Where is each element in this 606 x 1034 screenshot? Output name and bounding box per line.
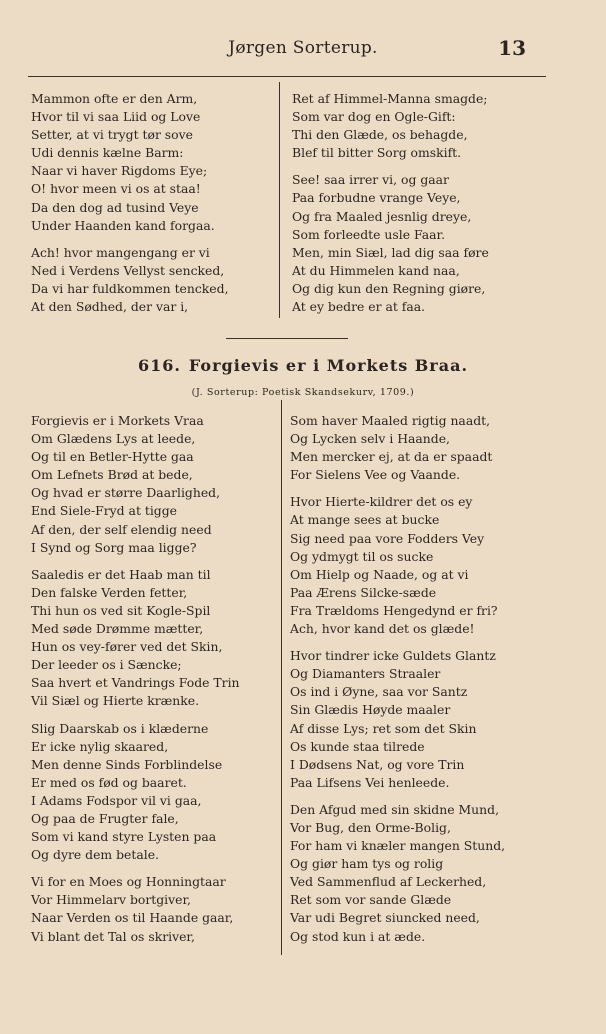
verse-line: Fra Trældoms Hengedynd er fri? [290, 602, 498, 618]
verse-line: Vil Siæl og Hierte krænke. [31, 693, 200, 709]
verse-line: Som forleedte usle Faar. [292, 226, 446, 242]
verse-line: Os kunde staa tilrede [290, 738, 425, 754]
verse-line: Af den, der self elendig need [31, 521, 212, 537]
verse-line: Vor Bug, den Orme-Bolig, [290, 819, 451, 835]
verse-line: Thi hun os ved sit Kogle-Spil [31, 602, 211, 618]
verse-line: Hvor til vi saa Liid og Love [31, 109, 201, 125]
top-left-column [31, 90, 229, 325]
verse-line: At du Himmelen kand naa, [292, 262, 460, 278]
verse-line: Den Afgud med sin skidne Mund, [290, 801, 500, 817]
verse-line: Og dig kun den Regning giøre, [292, 280, 486, 296]
song-heading [0, 356, 606, 375]
song-left-column [31, 412, 240, 955]
verse-line: Vi blant det Tal os skriver, [31, 928, 195, 944]
stanza [31, 720, 240, 865]
verse-line: Som var dog en Ogle-Gift: [292, 109, 456, 125]
verse-line: Og hvad er større Daarlighed, [31, 485, 221, 501]
top-column-divider [279, 82, 280, 318]
verse-line: Setter, at vi trygt tør sove [31, 127, 193, 143]
stanza [31, 244, 229, 316]
verse-line: Under Haanden kand forgaa. [31, 217, 215, 233]
verse-line: Ach, hvor kand det os glæde! [290, 621, 475, 637]
verse-line: I Synd og Sorg maa ligge? [31, 539, 197, 555]
stanza [292, 90, 489, 162]
stanza [290, 801, 505, 946]
verse-line: Der leeder os i Sæncke; [31, 657, 182, 673]
verse-line: Thi den Glæde, os behagde, [292, 127, 468, 143]
verse-line: Os ind i Øyne, saa vor Santz [290, 684, 468, 700]
verse-line: Om Glædens Lys at leede, [31, 431, 196, 447]
verse-line: Vor Himmelarv bortgiver, [31, 892, 191, 908]
stanza [290, 493, 505, 638]
song-right-column [290, 412, 505, 955]
verse-line: Paa Ærens Silcke-sæde [290, 584, 437, 600]
verse-line: Saaledis er det Haab man til [31, 566, 211, 582]
stanza [290, 412, 505, 484]
song-column-divider [281, 400, 282, 955]
running-header-title: Jørgen Sorterup. [228, 38, 378, 58]
verse-line: Og ydmygt til os sucke [290, 548, 434, 564]
verse-line: Var udi Begret siuncked need, [290, 910, 480, 926]
verse-line: For ham vi knæler mangen Stund, [290, 838, 506, 854]
header-rule [28, 76, 546, 77]
stanza [31, 90, 229, 235]
verse-line: Hvor tindrer icke Guldets Glantz [290, 648, 496, 664]
verse-line: Som vi kand styre Lysten paa [31, 829, 217, 845]
verse-line: Forgievis er i Morkets Vraa [31, 413, 204, 428]
verse-line: Udi dennis kælne Barm: [31, 145, 184, 161]
verse-line: Og stod kun i at æde. [290, 928, 426, 944]
stanza [292, 171, 489, 316]
stanza [31, 873, 240, 945]
verse-line: Ach! hvor mangengang er vi [31, 244, 210, 260]
stanza [290, 647, 505, 792]
verse-line: Som haver Maaled rigtig naadt, [290, 413, 491, 428]
verse-line: O! hvor meen vi os at staa! [31, 181, 201, 197]
verse-line: Og giør ham tys og rolig [290, 856, 444, 872]
verse-line: Sig need paa vore Fodders Vey [290, 530, 485, 546]
verse-line: Sin Glædis Høyde maaler [290, 702, 451, 718]
verse-line: Ret af Himmel-Manna smagde; [292, 91, 488, 106]
verse-line: Og dyre dem betale. [31, 847, 159, 863]
verse-line: Paa forbudne vrange Veye, [292, 190, 461, 206]
verse-line: Saa hvert et Vandrings Fode Trin [31, 675, 240, 691]
verse-line: Af disse Lys; ret som det Skin [290, 720, 477, 736]
verse-line: Hvor Hierte-kildrer det os ey [290, 494, 473, 510]
verse-line: Naar Verden os til Haande gaar, [31, 910, 234, 926]
verse-line: Ret som vor sande Glæde [290, 892, 452, 908]
verse-line: For Sielens Vee og Vaande. [290, 467, 461, 483]
stanza [31, 412, 240, 557]
song-title: Forgievis er i Morkets Braa. [188, 356, 469, 375]
stanza [31, 566, 240, 711]
verse-line: Naar vi haver Rigdoms Eye; [31, 163, 208, 179]
verse-line: I Dødsens Nat, og vore Trin [290, 756, 465, 772]
verse-line: Og Lycken selv i Haande, [290, 431, 450, 447]
top-right-column [292, 90, 489, 325]
verse-line: End Siele-Fryd at tigge [31, 503, 177, 519]
verse-line: Paa Lifsens Vei henleede. [290, 774, 450, 790]
verse-line: At den Sødhed, der var i, [31, 299, 189, 315]
verse-line: Men denne Sinds Forblindelse [31, 756, 223, 772]
verse-line: Er med os fød og baaret. [31, 774, 187, 790]
verse-line: Og Diamanters Straaler [290, 666, 441, 682]
verse-line: Slig Daarskab os i klæderne [31, 720, 209, 736]
verse-line: At ey bedre er at faa. [292, 299, 426, 315]
verse-line: Om Hielp og Naade, og at vi [290, 566, 469, 582]
verse-line: Men mercker ej, at da er spaadt [290, 449, 493, 465]
song-source-note: (J. Sorterup: Poetisk Skandsekurv, 1709.) [191, 387, 415, 398]
verse-line: See! saa irrer vi, og gaar [292, 172, 449, 188]
verse-line: Ved Sammenflud af Leckerhed, [290, 874, 487, 890]
verse-line: At mange sees at bucke [290, 512, 440, 528]
verse-line: Mammon ofte er den Arm, [31, 91, 198, 106]
verse-line: Ned i Verdens Vellyst sencked, [31, 262, 225, 278]
verse-line: Da vi har fuldkommen tencked, [31, 280, 229, 296]
verse-line: Hun os vey-fører ved det Skin, [31, 639, 223, 655]
verse-line: Vi for en Moes og Honningtaar [31, 874, 226, 890]
verse-line: Og fra Maaled jesnlig dreye, [292, 208, 472, 224]
song-number: 616. [137, 356, 181, 375]
verse-line: Men, min Siæl, lad dig saa føre [292, 244, 489, 260]
page-number: 13 [498, 36, 526, 60]
verse-line: Da den dog ad tusind Veye [31, 199, 199, 215]
verse-line: Og paa de Frugter fale, [31, 810, 179, 826]
verse-line: Om Lefnets Brød at bede, [31, 467, 193, 483]
verse-line: Med søde Drømme mætter, [31, 621, 204, 637]
verse-line: Er icke nylig skaared, [31, 738, 169, 754]
verse-line: Og til en Betler-Hytte gaa [31, 449, 194, 465]
verse-line: Blef til bitter Sorg omskift. [292, 145, 462, 161]
verse-line: I Adams Fodspor vil vi gaa, [31, 792, 202, 808]
section-divider [226, 338, 348, 339]
verse-line: Den falske Verden fetter, [31, 584, 188, 600]
